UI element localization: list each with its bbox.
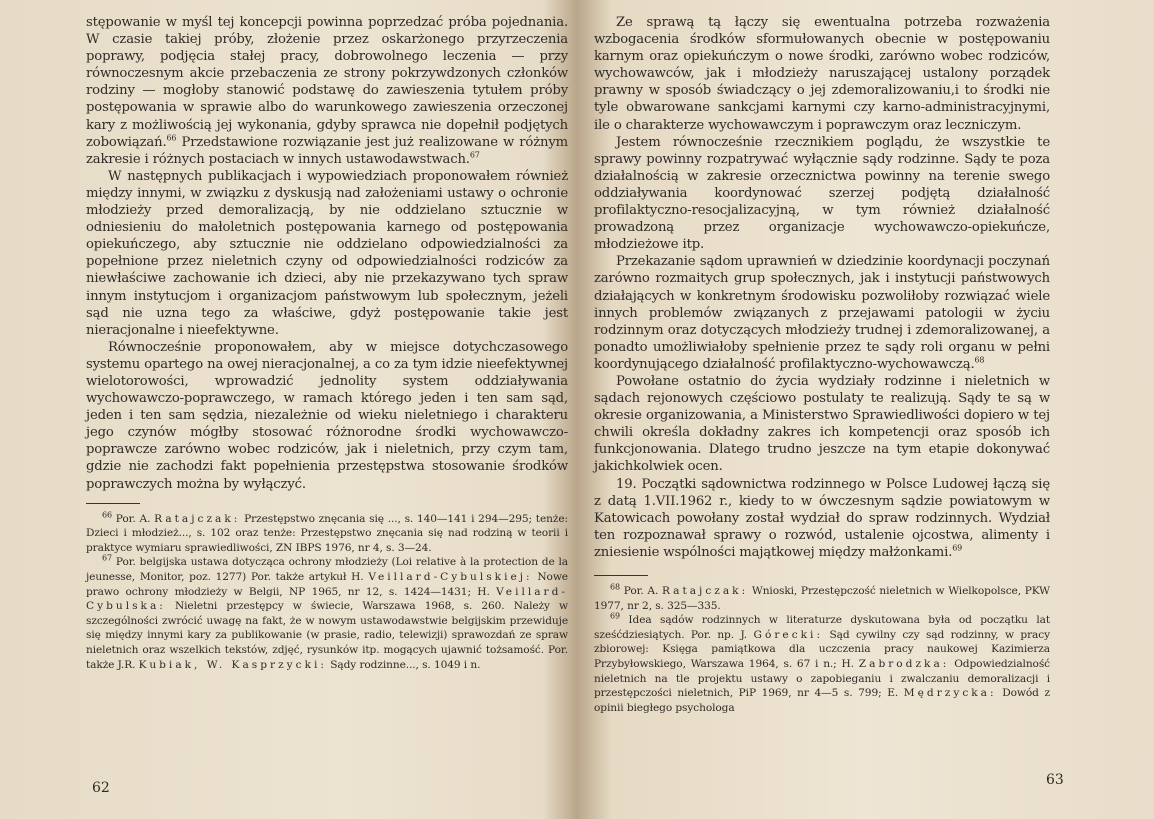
right-paragraph-3: Przekazanie sądom uprawnień w dziedzinie koordynacji poczynań zarówno rozmaitych grup społecznych, jak i instytucji państwowych działających w konkretnym środowisku pozwoliłoby rozwiązać wiele innych problemów związanych z przejawami patologii w życiu rodzinnym oraz dotyczących młodzieży trudnej i zdemoralizowanej, a ponadto umożliwiałoby spełnienie przez te sądy roli organu w pełni koordynującego działalność profilaktyczno-wychowawczą.$^{68}$ [594,254,1050,372]
left-paragraph-3: Równocześnie proponowałem, aby w miejsce dotychczasowego systemu opartego na owej nieracjonalnej, a co za tym idzie nieefektywnej wielotorowości, wprowadzić jednolity system oddziaływania wychowawczo-poprawczego, w ramach którego jeden i ten sam sąd, jeden i ten sam sędzia, niezależnie od wieku nieletniego i charakteru jego czynów mógłby stosować różnorodne środki wychowawczo-poprawcze zarówno wobec rodziców, jak i nieletnich, przy czym tam, gdzie nie zachodzi fakt popełnienia przestępstwa stosowanie środków poprawczych można by wyłączyć. [86,339,568,492]
right-page-body [594,14,1050,561]
footnote-66: $^{66}$ Por. A. Ratajczak: Przestępstwo znęcania się ..., s. 140—141 i 294—295; tenże: Dzieci i młodzież..., s. 102 oraz tenże: Przestępstwo znęcania się nad rodziną w teorii i praktyce wymiaru sprawiedliwości, ZN IBPS 1976, nr 4, s. 3—24. [86,510,568,554]
right-paragraph-4: Powołane ostatnio do życia wydziały rodzinne i nieletnich w sądach rejonowych częściowo postulaty te realizują. Sądy te są w okresie organizowania, a Ministerstwo Sprawiedliwości dopiero w tej chwili określa dokładny zakres ich kompetencji oraz sposób ich funkcjonowania. Dlatego trudno jeszcze na tym etapie dokonywać jakichkolwiek ocen. [594,373,1050,475]
right-page [594,14,1050,715]
page-number-left: 62 [92,780,110,796]
left-footnotes [86,512,568,673]
footnote-69: $^{69}$ Idea sądów rodzinnych w literaturze dyskutowana była od początku lat sześćdziesiątych. Por. np. J. Górecki: Sąd cywilny czy sąd rodzinny, w pracy zbiorowej: Księga pamiątkowa dla uczczenia pracy naukowej Kazimierza Przybyłowskiego, Warszawa 1964, s. 67 i n.; H. Zabrodzka: Odpowiedzialność nieletnich na tle projektu ustawy o zapobieganiu i zwalczaniu demoralizacji i przestępczości nieletnich, PiP 1969, nr 4—5 s. 799; E. Mędrzycka: Dowód z opinii biegłego psychologa [594,611,1050,714]
left-paragraph-2: W następnych publikacjach i wypowiedziach proponowałem również między innymi, w związku z dyskusją nad założeniami ustawy o ochronie młodzieży przed demoralizacją, by nie oddzielano sztucznie w odniesieniu do małoletnich postępowania karnego od postępowania opiekuńczego, aby sztucznie nie oddzielano odpowiedzialności za popełnione przez nieletnich czyny od odpowiedzialności rodziców za niewłaściwe zachowanie ich dzieci, aby nie przekazywano tych spraw innym instytucjom i organizacjom państwowym lub społecznym, jeżeli sąd nie uzna tego za właściwe, gdyż postępowanie takie jest nieracjonalne i nieefektywne. [86,168,568,338]
right-paragraph-5: 19. Początki sądownictwa rodzinnego w Polsce Ludowej łączą się z datą 1.VII.1962 r., kiedy to w ówczesnym sądzie powiatowym w Katowicach powołany został wydział do spraw rodzinnych. Wydział ten rozpoznawał sprawy o rozwód, ustalenie ojcostwa, alimenty i zniesienie wspólności majątkowej między małżonkami.$^{69}$ [594,476,1050,560]
right-paragraph-1: Ze sprawą tą łączy się ewentualna potrzeba rozważenia wzbogacenia środków sformułowanych obecnie w postępowaniu karnym oraz opiekuńczym o nowe środki, zarówno wobec rodziców, wychowawców, jak i młodzieży naruszającej ustalony porządek prawny w sposób świadczący o jej zdemoralizowaniu,i to środki nie tyle obwarowane sankcjami karnymi czy karno-administracyjnymi, ile o charakterze wychowawczym i poprawczym oraz leczniczym. [594,15,1050,133]
left-page [86,14,568,672]
right-footnotes [594,584,1050,715]
left-paragraph-1: stępowanie w myśl tej koncepcji powinna poprzedzać próba pojednania. W czasie takiej próby, złożenie przez oskarżonego przyrzeczenia poprawy, podjęcia stałej pracy, dobrowolnego leczenia — przy równoczesnym akcie przebaczenia ze strony pokrzywdzonych członków rodziny — mogłoby stanowić podstawę do zawieszenia tytułem próby postępowania w sprawie albo do warunkowego zawieszenia orzeczonej kary z możliwością jej wykonania, gdyby sprawca nie dopełnił podjętych zobowiązań.$^{66}$ Przedstawione rozwiązanie jest już realizowane w różnym zakresie i różnych postaciach w innych ustawodawstwach.$^{67}$ [86,15,568,167]
footnote-ref-66: 66 [166,133,177,143]
right-paragraph-2: Jestem równocześnie rzecznikiem poglądu, że wszystkie te sprawy powinny rozpatrywać wyłącznie sądy rodzinne. Sądy te poza działalnością w zakresie orzecznictwa powinny na terenie swego oddziaływania koordynować szerzej podjętą działalność profilaktyczno-resocjalizacyjną, w tym również działalność prowadzoną przez organizacje wychowawczo-opiekuńcze, młodzieżowe itp. [594,134,1050,253]
footnote-ref-69: 69 [952,543,963,553]
footnote-divider [86,503,140,504]
footnote-ref-68: 68 [974,355,985,365]
page-number-right: 63 [1046,772,1064,788]
footnote-68: $^{68}$ Por. A. Ratajczak: Wnioski, Przestępczość nieletnich w Wielkopolsce, PKW 1977, nr 2, s. 325—335. [594,582,1050,612]
footnote-ref-67: 67 [469,150,480,160]
left-page-body [86,14,568,493]
footnote-divider [594,575,648,576]
footnote-67: $^{67}$ Por. belgijska ustawa dotycząca ochrony młodzieży (Loi relative à la protection de la jeunesse, Monitor, poz. 1277) Por. także artykuł H. Veillard-Cybulskiej: Nowe prawo ochrony młodzieży w Belgii, NP 1965, nr 12, s. 1424—1431; H. Veillard-Cybulska: Nieletni przestępcy w świecie, Warszawa 1968, s. 260. Należy w szczególności zwrócić uwagę na fakt, że w nowym ustawodawstwie belgijskim przewiduje się między innymi kary za publikowanie (w prasie, radio, telewizji) sprawozdań ze spraw nieletnich oraz wszelkich tekstów, zdjęć, rysunków itp. mogących ujawnić tożsamość. Por. także J.R. Kubiak, W. Kasprzycki: Sądy rodzinne..., s. 1049 i n. [86,553,568,671]
